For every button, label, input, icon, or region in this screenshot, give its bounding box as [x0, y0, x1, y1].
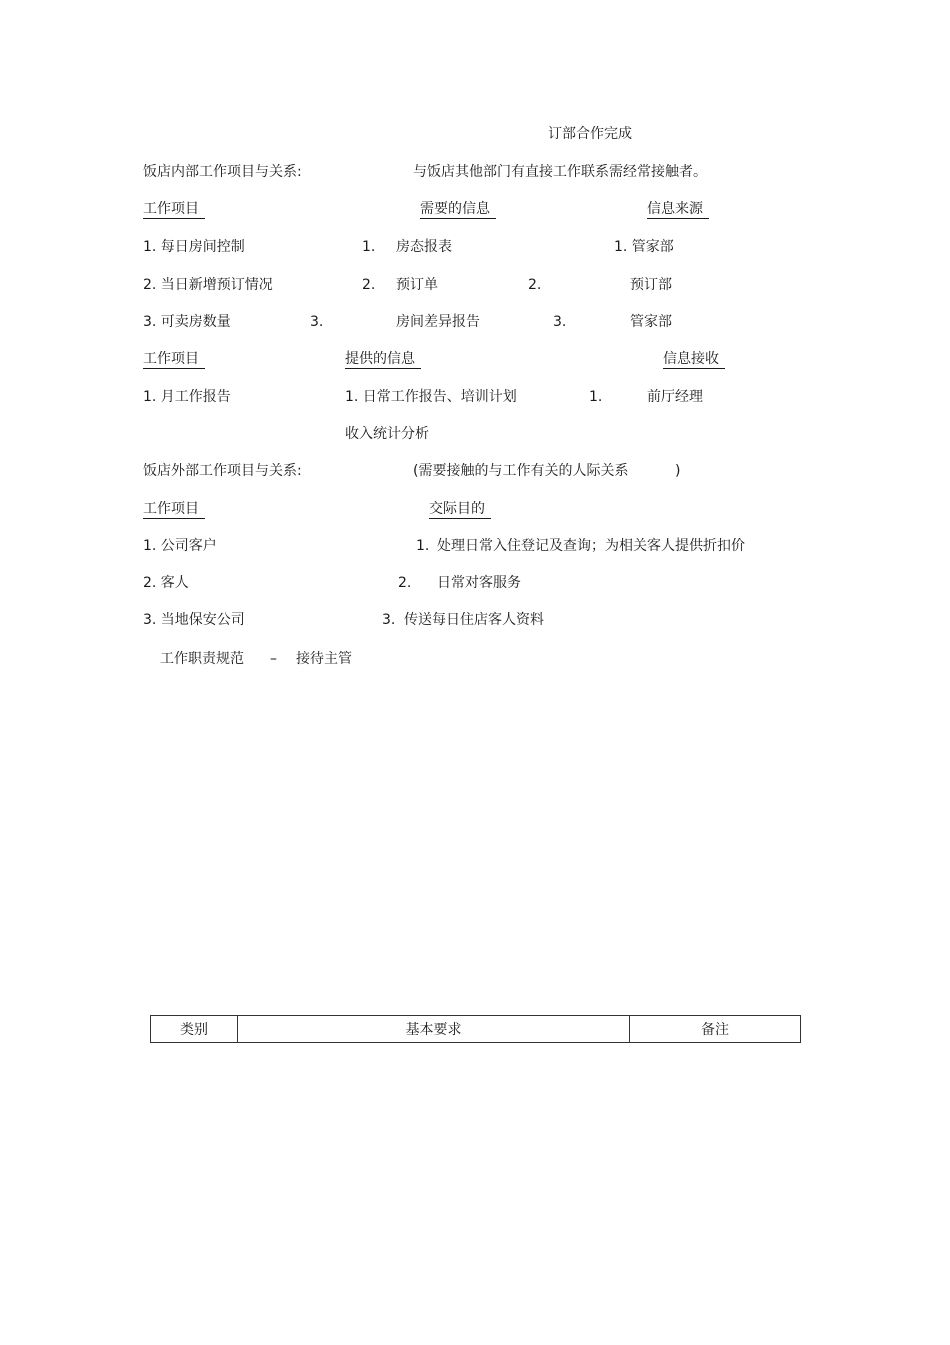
internal-desc: 与饭店其他部门有直接工作联系需经常接触者。: [413, 164, 707, 180]
row3-source: 管家部: [630, 314, 672, 330]
g2-row1-info: 1. 日常工作报告、培训计划: [345, 389, 517, 405]
col-header-info-source: 信息来源: [647, 201, 709, 219]
col-header-provided-info: 提供的信息: [345, 351, 421, 369]
row3-info: 房间差异报告: [396, 314, 480, 330]
row3-source-num: 3.: [553, 314, 567, 330]
row3-item: 3. 可卖房数量: [143, 314, 231, 330]
ext-col-header-purpose: 交际目的: [429, 501, 491, 519]
requirements-table: [150, 1015, 801, 1043]
g2-row1-recv-num: 1.: [589, 389, 603, 405]
col-header-work-item: 工作项目: [143, 201, 205, 219]
spec-dash: –: [270, 651, 277, 667]
g2-row1-info2: 收入统计分析: [345, 426, 429, 442]
table-header-category: 类别: [151, 1016, 238, 1043]
row1-item: 1. 每日房间控制: [143, 239, 245, 255]
table-header-row: [151, 1016, 801, 1043]
external-desc-close: ): [675, 463, 681, 479]
row1-num: 1.: [362, 239, 376, 255]
ext-row2-item: 2. 客人: [143, 575, 189, 591]
ext-row1-num: 1.: [416, 538, 430, 554]
g2-row1-item: 1. 月工作报告: [143, 389, 231, 405]
ext-row3-num: 3.: [382, 612, 396, 628]
ext-row3-purpose: 传送每日住店客人资料: [404, 612, 544, 628]
top-line: 订部合作完成: [548, 126, 632, 142]
ext-row1-purpose: 处理日常入住登记及查询；为相关客人提供折扣价: [437, 538, 745, 554]
row2-source-num: 2.: [528, 277, 542, 293]
col-header-work-item-2: 工作项目: [143, 351, 205, 369]
col-header-info-receiver: 信息接收: [663, 351, 725, 369]
ext-row2-purpose: 日常对客服务: [437, 575, 521, 591]
spec-role: 接待主管: [296, 651, 352, 667]
table-header-notes: 备注: [630, 1016, 801, 1043]
row2-num: 2.: [362, 277, 376, 293]
row2-info: 预订单: [396, 277, 438, 293]
row3-num: 3.: [310, 314, 324, 330]
internal-heading: 饭店内部工作项目与关系:: [143, 164, 302, 180]
external-desc: (需要接触的与工作有关的人际关系: [413, 463, 629, 479]
g2-row1-recv: 前厅经理: [647, 389, 703, 405]
ext-row2-num: 2.: [398, 575, 412, 591]
ext-row1-item: 1. 公司客户: [143, 538, 217, 554]
external-heading: 饭店外部工作项目与关系:: [143, 463, 302, 479]
row2-item: 2. 当日新增预订情况: [143, 277, 273, 293]
ext-row3-item: 3. 当地保安公司: [143, 612, 245, 628]
row1-info: 房态报表: [396, 239, 452, 255]
spec-title: 工作职责规范: [160, 651, 244, 667]
row2-source: 预订部: [630, 277, 672, 293]
table-header-requirements: 基本要求: [238, 1016, 630, 1043]
col-header-needed-info: 需要的信息: [420, 201, 496, 219]
row1-source: 1. 管家部: [614, 239, 674, 255]
ext-col-header-work-item: 工作项目: [143, 501, 205, 519]
